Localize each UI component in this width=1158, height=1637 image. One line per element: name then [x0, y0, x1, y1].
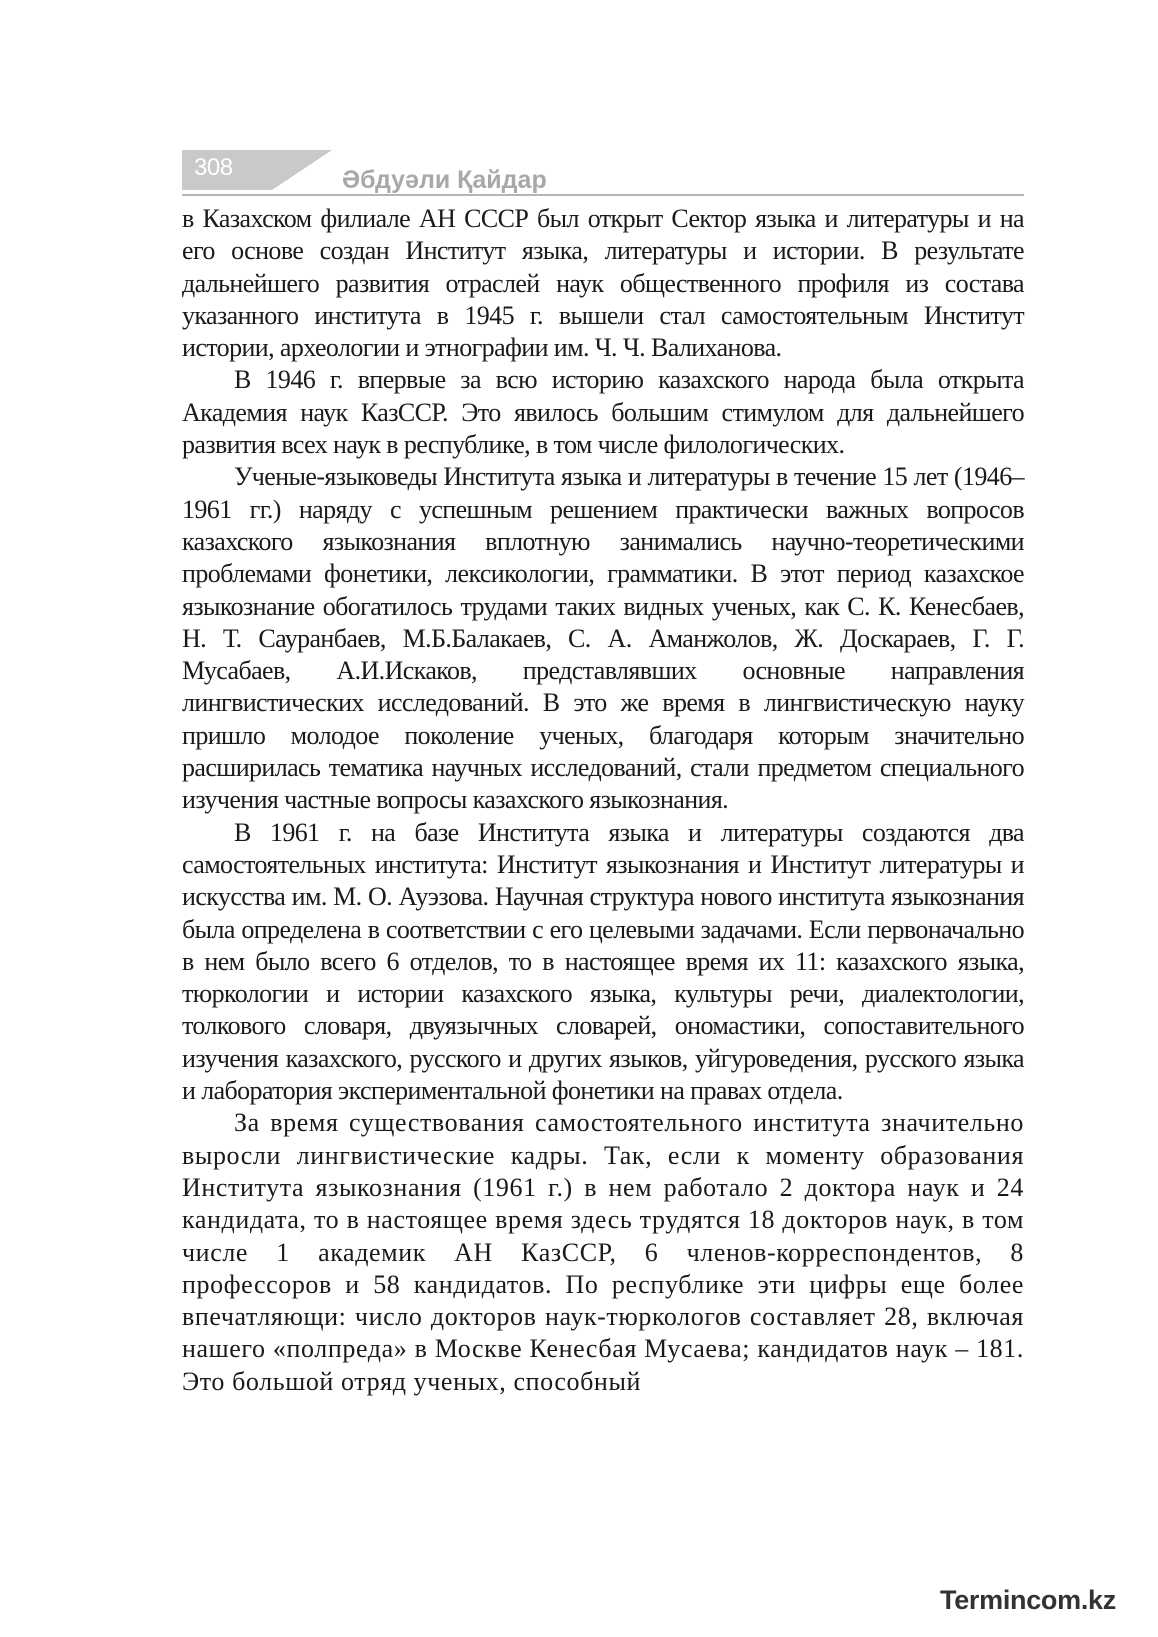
running-header — [182, 150, 1024, 198]
page-number-tab — [182, 150, 272, 190]
paragraph: в Казахском филиале АН СССР был открыт Сектор языка и литературы и на его основе создан Институт языка, литературы и истории. В результате дальнейшего развития отраслей наук общественного профиля из состава указанного института в 1945 г. вышели стал самостоятельным Институт истории, археологии и этнографии им. Ч. Ч. Валиханова. — [182, 204, 1024, 363]
site-watermark: Termincom.kz — [940, 1585, 1116, 1615]
page-tab-slope — [272, 150, 332, 190]
paragraph: В 1946 г. впервые за всю историю казахского народа была открыта Академия наук КазССР. Это явилось большим стимулом для дальнейшего развития всех наук в республике, в том числе филологических. — [182, 365, 1024, 460]
paragraph: За время существования самостоятельного института значительно выросли лингвистические кадры. Так, если к моменту образования Института языкознания (1961 г.) в нем работало 2 доктора наук и 24 кандидата, то в настоящее время здесь трудятся 18 докторов наук, в том числе 1 академик АН КазССР, 6 членов-корреспондентов, 8 профессоров и 58 кандидатов. По республике эти цифры еще более впечатляющи: число докторов наук-тюркологов составляет 28, включая нашего «полпреда» в Москве Кенесбая Мусаева; кандидатов наук – 181. Это большой отряд ученых, способный — [182, 1108, 1024, 1396]
paragraph: Ученые-языковеды Института языка и литературы в течение 15 лет (1946–1961 гг.) наряду с успешным решением практически важных вопросов казахского языкознания вплотную занимались научно-теоретическими проблемами фонетики, лексикологии, грамматики. В этот период казахское языкознание обогатилось трудами таких видных ученых, как С. К. Кенесбаев, Н. Т. Сауранбаев, М.Б.Балакаев, С. А. Аманжолов, Ж. Доскараев, Г. Г. Мусабаев, А.И.Искаков, представлявших основные направления лингвистических исследований. В это же время в лингвистическую науку пришло молодое поколение ученых, благодаря которым значительно расширилась тематика научных исследований, стали предметом специального изучения частные вопросы казахского языкознания. — [182, 462, 1024, 815]
header-rule — [182, 194, 1024, 196]
running-header-author: Әбдуәли Қайдар — [342, 166, 547, 194]
paragraph: В 1961 г. на базе Института языка и литературы создаются два самостоятельных института: Институт языкознания и Институт литературы и искусства им. М. О. Ауэзова. Научная структура нового института языкознания была определена в соответствии с его целевыми задачами. Если первоначально в нем было всего 6 отделов, то в настоящее время их 11: казахского языка, тюркологии и истории казахского языка, культуры речи, диалектологии, толкового словаря, двуязычных словарей, ономастики, сопоставительного изучения казахского, русского и других языков, уйгуроведения, русского языка и лаборатория экспериментальной фонетики на правах отдела. — [182, 817, 1024, 1106]
page-number: 308 — [194, 154, 233, 181]
body-text — [182, 203, 1024, 1398]
